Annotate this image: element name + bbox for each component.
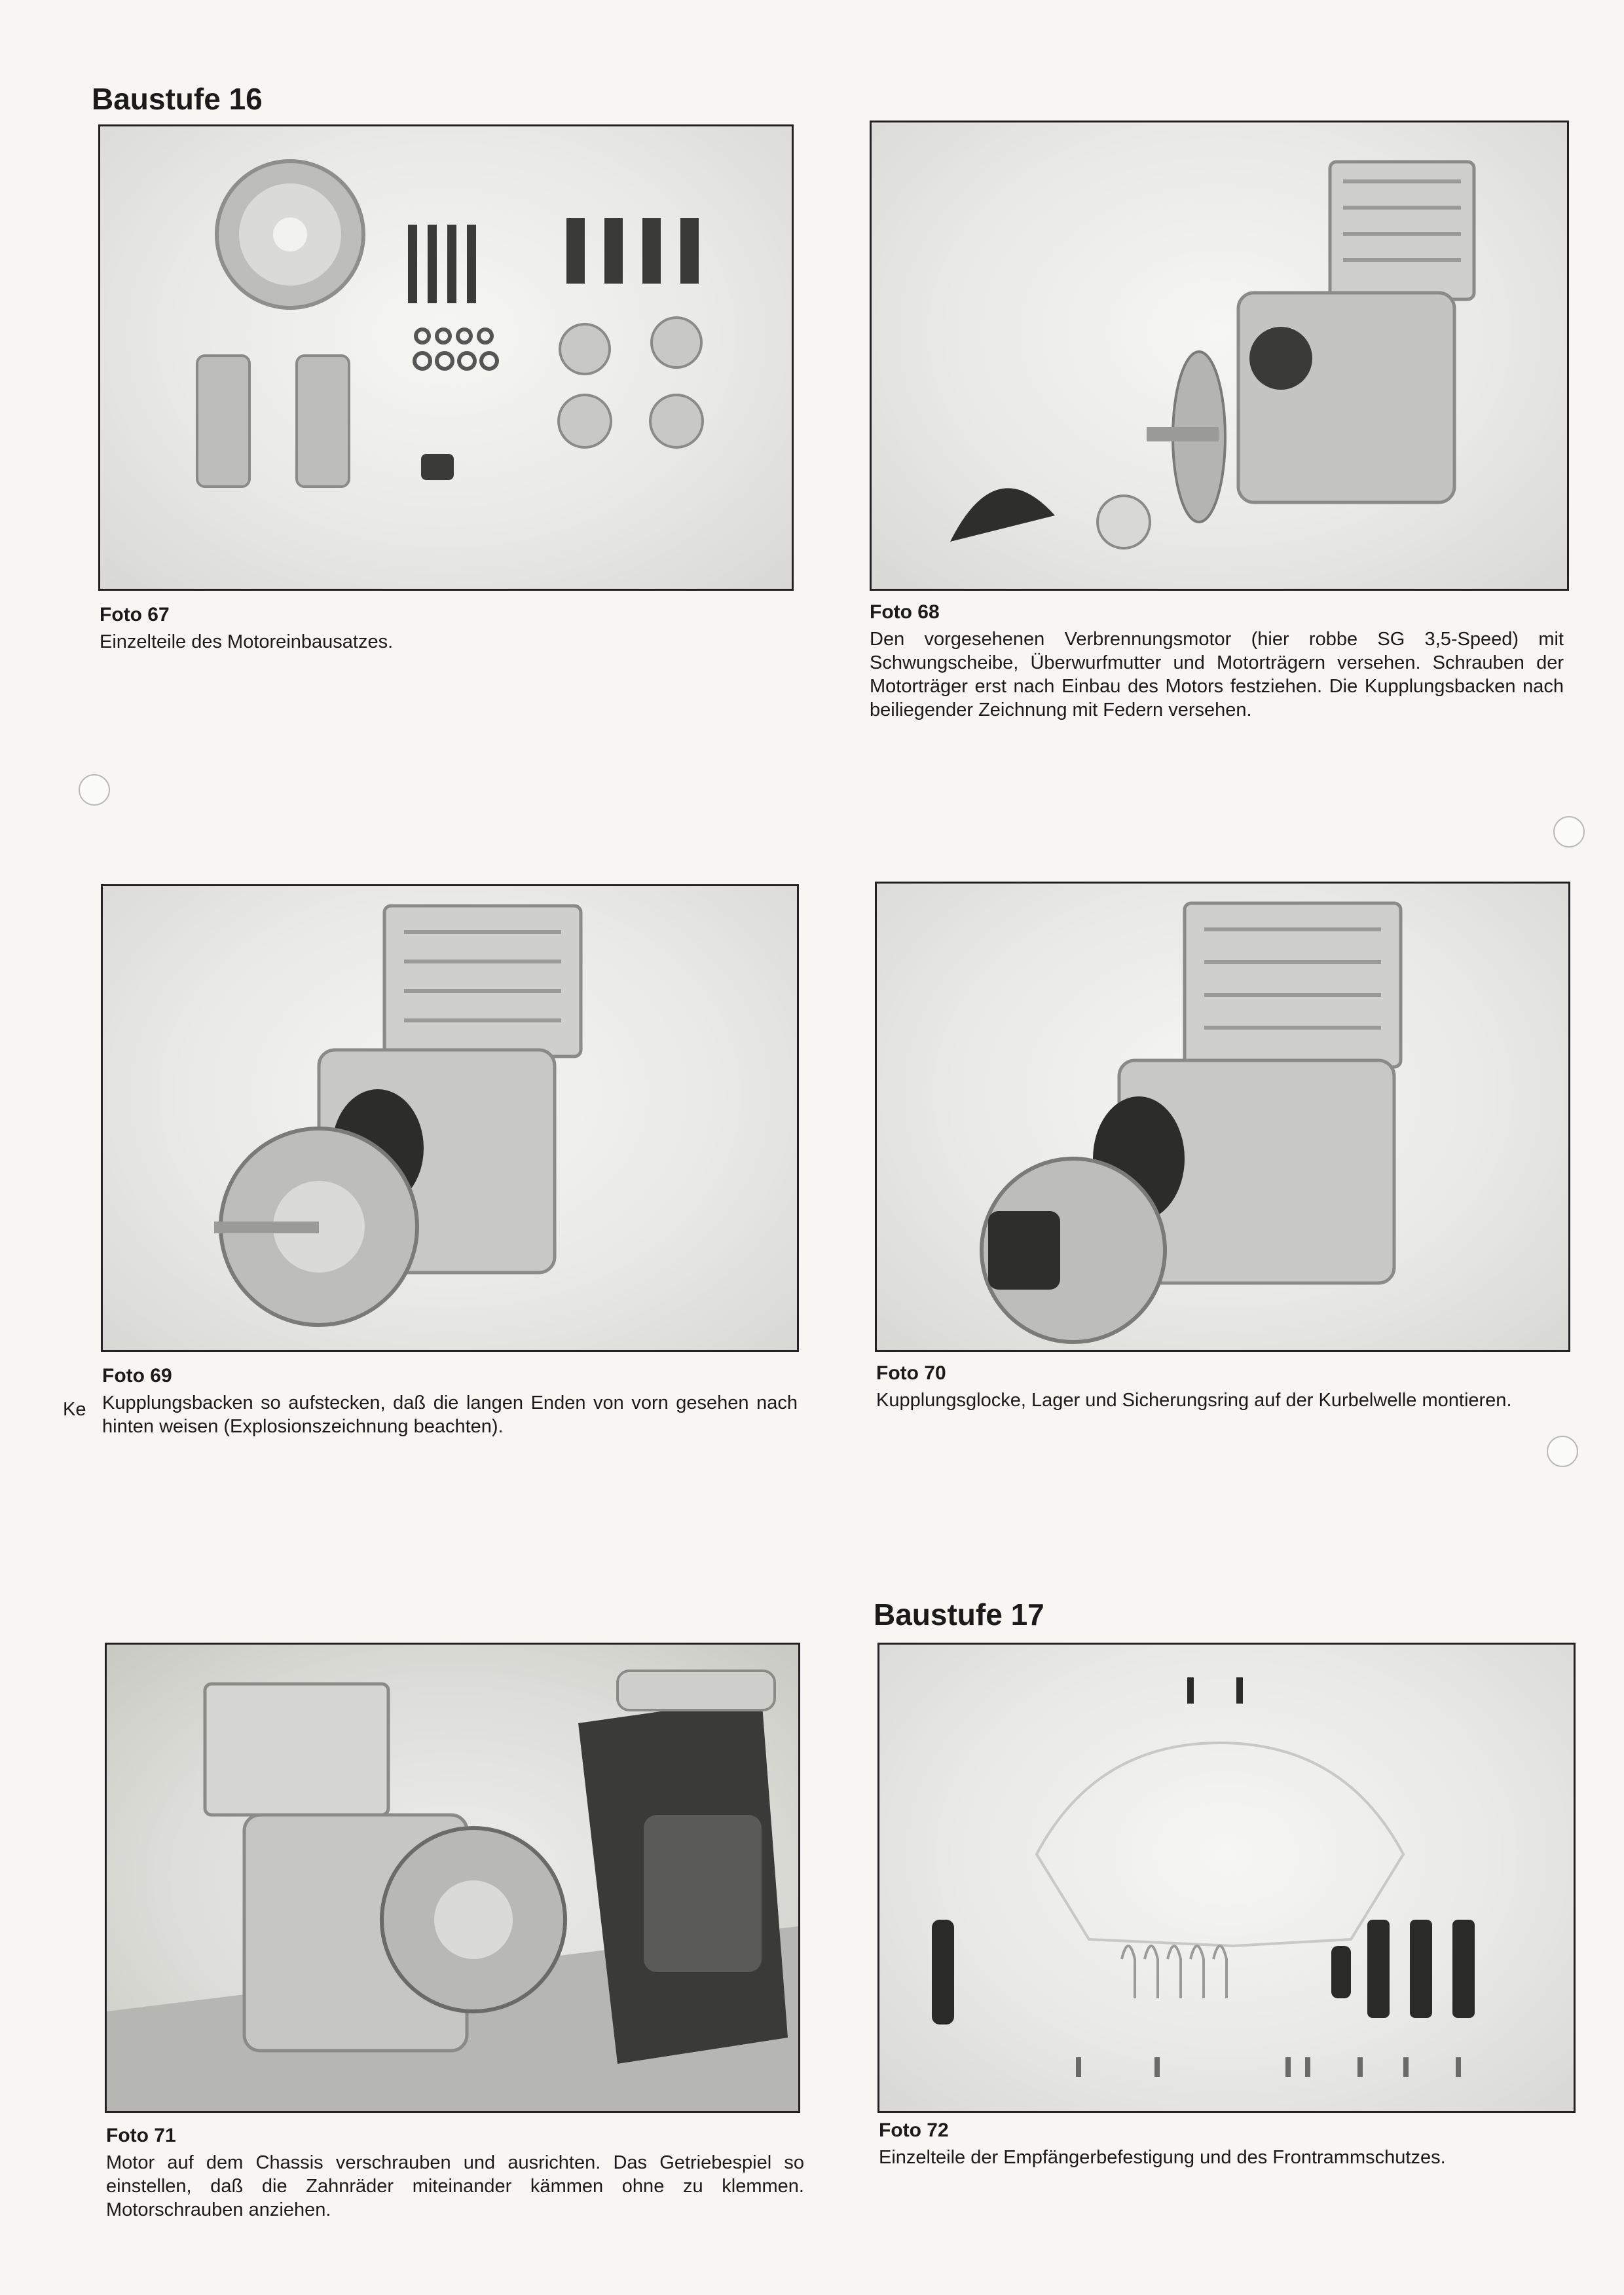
photo-70-caption: Kupplungsglocke, Lager und Sicherungsring auf der Kurbelwelle montieren. bbox=[876, 1390, 1512, 1411]
photo-71-caption: Motor auf dem Chassis verschrauben und ausrichten. Das Getriebespiel so einstellen, daß die Zahnräder miteinander kämmen ohne zu klemmen. Motorschrauben anziehen. bbox=[106, 2152, 804, 2220]
photo-68-engine-assembled bbox=[870, 121, 1569, 591]
photo-71-engine-on-chassis bbox=[105, 1643, 800, 2113]
photo-72-title: Foto 72 bbox=[879, 2119, 949, 2141]
photo-72-receiver-mount-parts bbox=[877, 1643, 1576, 2113]
photo-72-caption: Einzelteile der Empfängerbefestigung und des Frontrammschutzes. bbox=[879, 2147, 1446, 2168]
punch-hole bbox=[1547, 1436, 1578, 1467]
photo-71-title: Foto 71 bbox=[106, 2125, 176, 2146]
stage-16-heading: Baustufe 16 bbox=[92, 82, 263, 116]
punch-hole bbox=[1553, 816, 1585, 848]
photo-70-clutch-bell bbox=[875, 882, 1570, 1352]
photo-67-engine-mount-parts bbox=[98, 124, 794, 591]
punch-hole bbox=[79, 774, 110, 806]
photo-68-caption: Den vorgesehenen Verbrennungsmotor (hier robbe SG 3,5-Speed) mit Schwungscheibe, Überwurfmutter und Motorträgern versehen. Schrauben der Motorträger erst nach Einbau des Motors festziehen. Die Kupplungsbacken nach beiliegender Zeichnung mit Federn versehen. bbox=[870, 629, 1564, 720]
photo-69-title: Foto 69 bbox=[102, 1365, 172, 1387]
photo-69-caption: Kupplungsbacken so aufstecken, daß die langen Enden von vorn gesehen nach hinten weisen (Explosionszeichnung beachten). bbox=[102, 1392, 798, 1437]
photo-67-title: Foto 67 bbox=[100, 604, 170, 625]
photo-70-title: Foto 70 bbox=[876, 1362, 946, 1384]
margin-note: Ke bbox=[63, 1399, 86, 1420]
stage-17-heading: Baustufe 17 bbox=[874, 1597, 1044, 1632]
photo-67-caption: Einzelteile des Motoreinbausatzes. bbox=[100, 631, 394, 652]
photo-69-clutch-shoes bbox=[101, 884, 799, 1352]
photo-68-title: Foto 68 bbox=[870, 601, 940, 623]
